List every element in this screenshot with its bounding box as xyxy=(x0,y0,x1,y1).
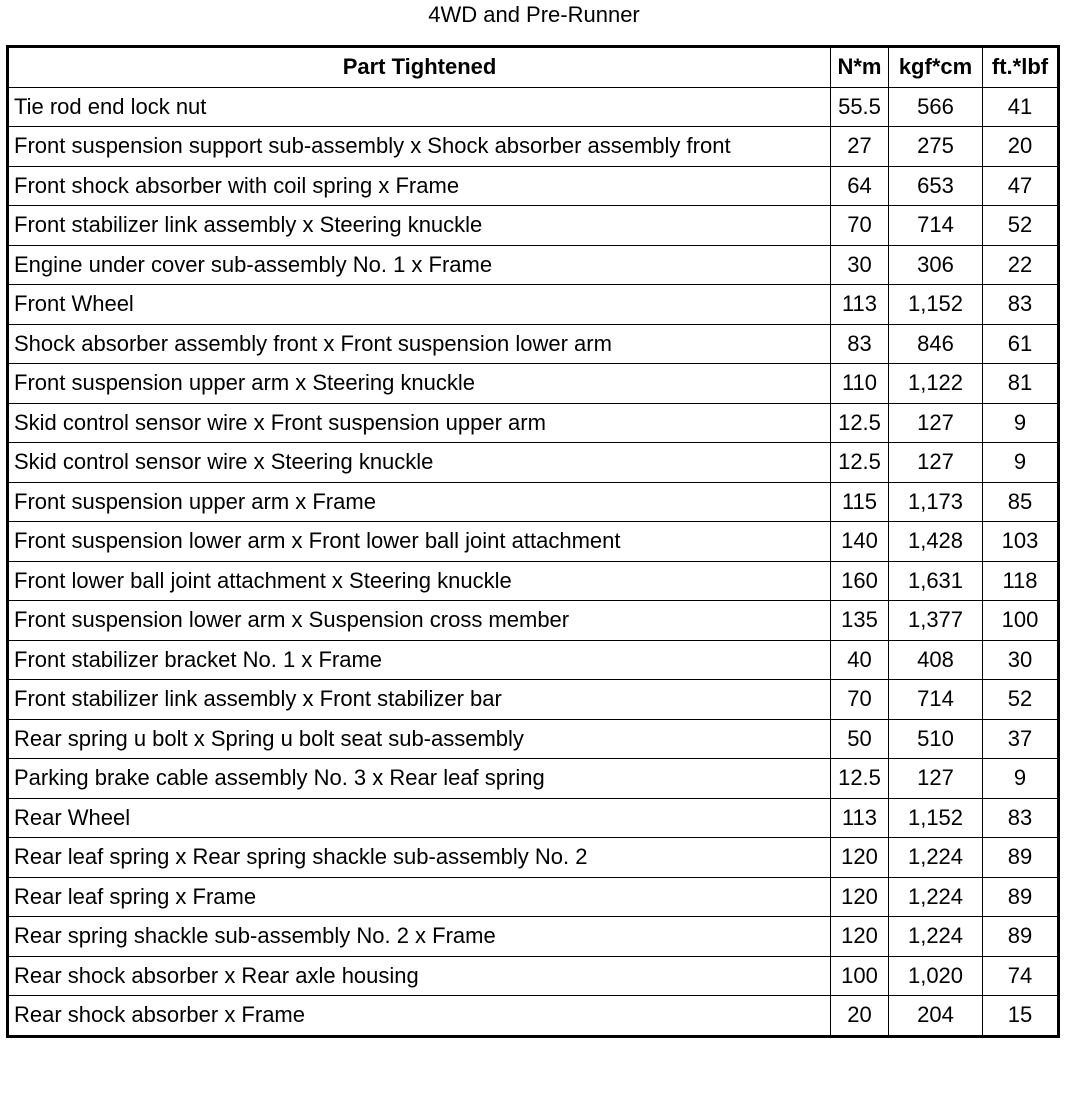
ftlbf-cell: 30 xyxy=(983,640,1059,680)
torque-spec-table xyxy=(6,45,1060,1038)
table-row xyxy=(8,403,1059,443)
nm-cell: 120 xyxy=(831,838,889,878)
kgfcm-cell: 1,122 xyxy=(889,364,983,404)
part-cell: Rear shock absorber x Rear axle housing xyxy=(8,956,831,996)
nm-cell: 160 xyxy=(831,561,889,601)
ftlbf-cell: 81 xyxy=(983,364,1059,404)
kgfcm-cell: 1,224 xyxy=(889,917,983,957)
kgfcm-cell: 566 xyxy=(889,87,983,127)
ftlbf-cell: 89 xyxy=(983,877,1059,917)
part-cell: Front stabilizer link assembly x Front stabilizer bar xyxy=(8,680,831,720)
table-row xyxy=(8,798,1059,838)
kgfcm-cell: 1,224 xyxy=(889,838,983,878)
kgfcm-cell: 275 xyxy=(889,127,983,167)
kgfcm-cell: 1,152 xyxy=(889,285,983,325)
part-cell: Front suspension support sub-assembly x Shock absorber assembly front xyxy=(8,127,831,167)
nm-cell: 70 xyxy=(831,206,889,246)
nm-cell: 113 xyxy=(831,798,889,838)
part-cell: Shock absorber assembly front x Front suspension lower arm xyxy=(8,324,831,364)
table-row xyxy=(8,206,1059,246)
part-cell: Front Wheel xyxy=(8,285,831,325)
kgfcm-cell: 204 xyxy=(889,996,983,1037)
kgfcm-cell: 1,020 xyxy=(889,956,983,996)
part-cell: Rear shock absorber x Frame xyxy=(8,996,831,1037)
nm-cell: 30 xyxy=(831,245,889,285)
table-row xyxy=(8,324,1059,364)
nm-cell: 27 xyxy=(831,127,889,167)
nm-cell: 40 xyxy=(831,640,889,680)
part-cell: Rear spring u bolt x Spring u bolt seat sub-assembly xyxy=(8,719,831,759)
part-cell: Front shock absorber with coil spring x Frame xyxy=(8,166,831,206)
ftlbf-cell: 52 xyxy=(983,206,1059,246)
table-row xyxy=(8,640,1059,680)
table-row xyxy=(8,364,1059,404)
ftlbf-cell: 118 xyxy=(983,561,1059,601)
kgfcm-cell: 1,377 xyxy=(889,601,983,641)
nm-cell: 64 xyxy=(831,166,889,206)
table-row xyxy=(8,917,1059,957)
kgfcm-cell: 127 xyxy=(889,403,983,443)
header-ftlbf: ft.*lbf xyxy=(983,47,1059,88)
nm-cell: 50 xyxy=(831,719,889,759)
ftlbf-cell: 9 xyxy=(983,759,1059,799)
ftlbf-cell: 103 xyxy=(983,522,1059,562)
nm-cell: 20 xyxy=(831,996,889,1037)
kgfcm-cell: 408 xyxy=(889,640,983,680)
table-header-row xyxy=(8,47,1059,88)
part-cell: Skid control sensor wire x Front suspension upper arm xyxy=(8,403,831,443)
part-cell: Front suspension upper arm x Steering knuckle xyxy=(8,364,831,404)
kgfcm-cell: 1,428 xyxy=(889,522,983,562)
nm-cell: 12.5 xyxy=(831,759,889,799)
ftlbf-cell: 52 xyxy=(983,680,1059,720)
nm-cell: 120 xyxy=(831,877,889,917)
kgfcm-cell: 1,631 xyxy=(889,561,983,601)
nm-cell: 110 xyxy=(831,364,889,404)
part-cell: Rear leaf spring x Rear spring shackle sub-assembly No. 2 xyxy=(8,838,831,878)
kgfcm-cell: 1,224 xyxy=(889,877,983,917)
nm-cell: 140 xyxy=(831,522,889,562)
table-row xyxy=(8,522,1059,562)
table-row xyxy=(8,561,1059,601)
ftlbf-cell: 89 xyxy=(983,838,1059,878)
table-row xyxy=(8,285,1059,325)
nm-cell: 12.5 xyxy=(831,403,889,443)
table-row xyxy=(8,759,1059,799)
ftlbf-cell: 20 xyxy=(983,127,1059,167)
kgfcm-cell: 714 xyxy=(889,680,983,720)
table-row xyxy=(8,87,1059,127)
part-cell: Front stabilizer bracket No. 1 x Frame xyxy=(8,640,831,680)
nm-cell: 120 xyxy=(831,917,889,957)
nm-cell: 115 xyxy=(831,482,889,522)
header-part-tightened: Part Tightened xyxy=(8,47,831,88)
nm-cell: 100 xyxy=(831,956,889,996)
ftlbf-cell: 37 xyxy=(983,719,1059,759)
kgfcm-cell: 1,152 xyxy=(889,798,983,838)
ftlbf-cell: 9 xyxy=(983,443,1059,483)
ftlbf-cell: 83 xyxy=(983,798,1059,838)
part-cell: Tie rod end lock nut xyxy=(8,87,831,127)
part-cell: Parking brake cable assembly No. 3 x Rear leaf spring xyxy=(8,759,831,799)
kgfcm-cell: 510 xyxy=(889,719,983,759)
ftlbf-cell: 74 xyxy=(983,956,1059,996)
ftlbf-cell: 61 xyxy=(983,324,1059,364)
nm-cell: 113 xyxy=(831,285,889,325)
kgfcm-cell: 653 xyxy=(889,166,983,206)
header-nm: N*m xyxy=(831,47,889,88)
kgfcm-cell: 846 xyxy=(889,324,983,364)
part-cell: Rear Wheel xyxy=(8,798,831,838)
table-row xyxy=(8,719,1059,759)
table-row xyxy=(8,166,1059,206)
part-cell: Rear leaf spring x Frame xyxy=(8,877,831,917)
table-row xyxy=(8,443,1059,483)
ftlbf-cell: 85 xyxy=(983,482,1059,522)
header-kgfcm: kgf*cm xyxy=(889,47,983,88)
table-row xyxy=(8,482,1059,522)
part-cell: Front lower ball joint attachment x Steering knuckle xyxy=(8,561,831,601)
table-row xyxy=(8,956,1059,996)
ftlbf-cell: 15 xyxy=(983,996,1059,1037)
kgfcm-cell: 714 xyxy=(889,206,983,246)
ftlbf-cell: 9 xyxy=(983,403,1059,443)
table-row xyxy=(8,877,1059,917)
part-cell: Rear spring shackle sub-assembly No. 2 x Frame xyxy=(8,917,831,957)
table-row xyxy=(8,680,1059,720)
table-row xyxy=(8,601,1059,641)
kgfcm-cell: 127 xyxy=(889,443,983,483)
part-cell: Front stabilizer link assembly x Steering knuckle xyxy=(8,206,831,246)
part-cell: Engine under cover sub-assembly No. 1 x Frame xyxy=(8,245,831,285)
table-row xyxy=(8,245,1059,285)
ftlbf-cell: 89 xyxy=(983,917,1059,957)
page-title: 4WD and Pre-Runner xyxy=(428,2,640,27)
kgfcm-cell: 127 xyxy=(889,759,983,799)
ftlbf-cell: 22 xyxy=(983,245,1059,285)
table-row xyxy=(8,838,1059,878)
ftlbf-cell: 83 xyxy=(983,285,1059,325)
part-cell: Front suspension lower arm x Suspension cross member xyxy=(8,601,831,641)
kgfcm-cell: 1,173 xyxy=(889,482,983,522)
part-cell: Front suspension lower arm x Front lower ball joint attachment xyxy=(8,522,831,562)
part-cell: Front suspension upper arm x Frame xyxy=(8,482,831,522)
ftlbf-cell: 41 xyxy=(983,87,1059,127)
table-row xyxy=(8,996,1059,1037)
ftlbf-cell: 100 xyxy=(983,601,1059,641)
nm-cell: 12.5 xyxy=(831,443,889,483)
nm-cell: 135 xyxy=(831,601,889,641)
nm-cell: 55.5 xyxy=(831,87,889,127)
kgfcm-cell: 306 xyxy=(889,245,983,285)
table-row xyxy=(8,127,1059,167)
nm-cell: 70 xyxy=(831,680,889,720)
part-cell: Skid control sensor wire x Steering knuckle xyxy=(8,443,831,483)
ftlbf-cell: 47 xyxy=(983,166,1059,206)
nm-cell: 83 xyxy=(831,324,889,364)
